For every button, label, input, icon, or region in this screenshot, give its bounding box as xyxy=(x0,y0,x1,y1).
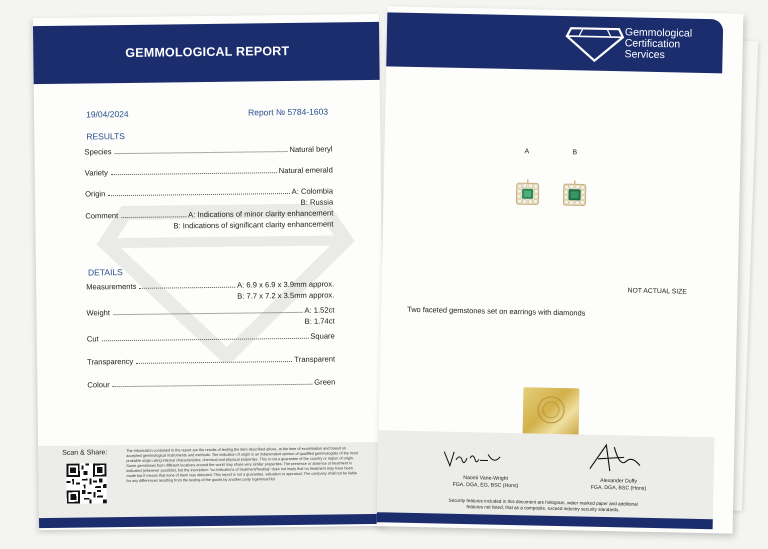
brand-line-3: Services xyxy=(624,48,665,62)
leader-dots xyxy=(139,287,235,289)
species-row xyxy=(84,144,332,156)
variety-value: Natural emerald xyxy=(278,165,333,176)
item-description: Two faceted gemstones set on earrings with diamonds xyxy=(407,304,586,318)
brand-line-1: Gemmological xyxy=(624,26,693,40)
disclaimer-text: The information contained in the report are the results of testing the item described above, at the time of examination and based on accepted gemmological instruments and methods. The indication of origin is an independent opinion of qualified gemmologists of the most probable origin using internal characteristics, chemical and physical properties. This is not a guarantee of the country or region of origin. Some gemstones from different locations around the world may share very similar properties. The presence or absence of treatment is indicated (wherever possible), but the inscription: "no indications of treatment/heating" does not imply that no treatment may have been made but it means that none of them was detected. This report is not a guarantee, valuation or appraisal. The company shall not be liable for any differences resulting from the testing of the goods by another party ©gemroad ltd xyxy=(126,446,359,484)
signature-right-icon xyxy=(584,441,645,476)
gem-b-label: B xyxy=(572,149,578,157)
transparency-row xyxy=(87,354,335,366)
origin-label: Origin xyxy=(84,189,106,199)
gem-a-label: A xyxy=(524,148,530,156)
emerald-earring-b-image xyxy=(561,180,588,207)
comment-a-value: A: Indications of minor clarity enhancement xyxy=(188,208,334,220)
report-number: Report № 5784-1603 xyxy=(247,106,329,118)
report-date: 19/04/2024 xyxy=(86,108,129,120)
measurements-label: Measurements xyxy=(86,281,137,292)
cut-value: Square xyxy=(310,331,335,341)
leader-dots xyxy=(136,361,292,364)
scan-label: Scan & Share: xyxy=(62,449,108,457)
transparency-value: Transparent xyxy=(294,354,336,364)
colour-row xyxy=(87,377,335,389)
qr-code-icon[interactable] xyxy=(66,463,106,503)
report-right-page xyxy=(377,6,744,533)
origin-a-value: A: Colombia xyxy=(291,186,334,196)
leader-dots xyxy=(113,384,313,387)
details-heading: DETAILS xyxy=(87,267,123,278)
leader-dots xyxy=(121,216,186,218)
leader-dots xyxy=(111,172,277,175)
weight-a-value: A: 1.52ct xyxy=(304,305,335,315)
signatory-right-name: Alexander Duffy xyxy=(600,477,638,485)
not-actual-size-note: NOT ACTUAL SIZE xyxy=(627,287,687,296)
species-label: Species xyxy=(84,147,112,157)
leader-dots xyxy=(115,151,288,154)
brand-name xyxy=(624,27,692,61)
gcs-logo-icon xyxy=(564,24,625,63)
brand-line-2: Certification xyxy=(624,37,681,51)
signatory-right xyxy=(573,477,663,492)
report-left-page xyxy=(33,14,385,530)
variety-label: Variety xyxy=(84,168,108,178)
hologram-seal-icon xyxy=(523,387,580,436)
signatory-right-quals: FGA, DGA, BSC (Hons) xyxy=(590,484,647,492)
colour-value: Green xyxy=(314,377,336,387)
colour-label: Colour xyxy=(87,380,110,390)
signature-left-icon xyxy=(442,446,507,473)
weight-label: Weight xyxy=(86,308,111,318)
security-note: Security features included in this document are hologram, water marked paper and additional features not listed, that as a composite, exceed industry security standards. xyxy=(448,497,638,513)
signatory-left xyxy=(437,474,533,489)
cut-label: Cut xyxy=(86,334,99,344)
comment-label: Comment xyxy=(85,211,119,221)
leader-dots xyxy=(113,312,303,315)
leader-dots xyxy=(102,338,309,342)
emerald-earring-a-image xyxy=(514,179,541,206)
signatory-left-quals: FGA, DGA, EG, BSC (Hons) xyxy=(452,481,519,489)
signatory-left-name: Naomi Vane-Wright xyxy=(463,475,509,482)
species-value: Natural beryl xyxy=(289,144,333,155)
measurements-a-value: A: 6.9 x 6.9 x 3.9mm approx. xyxy=(237,279,335,290)
report-title: GEMMOLOGICAL REPORT xyxy=(125,44,290,61)
leader-dots xyxy=(108,193,289,196)
header-bar-right xyxy=(386,12,723,73)
header-bar xyxy=(33,22,380,84)
transparency-label: Transparency xyxy=(87,356,134,367)
results-heading: RESULTS xyxy=(86,131,125,142)
origin-b-value: B: Russia xyxy=(300,197,334,207)
measurements-b-value: B: 7.7 x 7.2 x 3.5mm approx. xyxy=(237,290,335,301)
weight-b-value: B: 1.74ct xyxy=(304,316,335,326)
comment-b-value: B: Indications of significant clarity enhancement xyxy=(173,219,334,231)
